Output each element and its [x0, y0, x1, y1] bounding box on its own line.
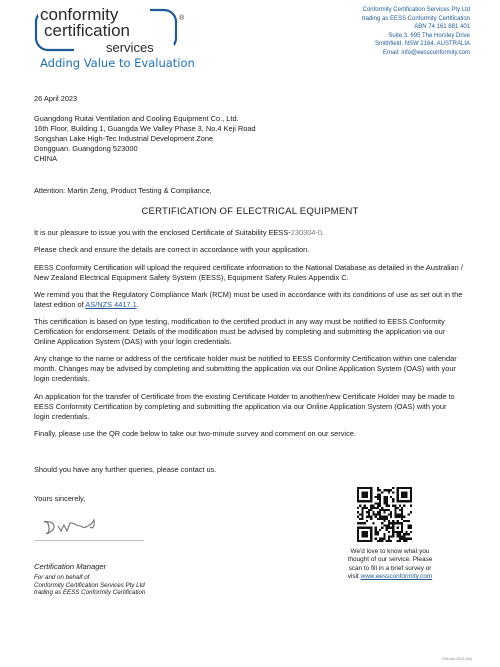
- paragraph-text: It is our pleasure to issue you with the enclosed Certificate of Suitability EESS-: [34, 228, 291, 237]
- abn: ABN 74 161 881 401: [414, 24, 470, 31]
- footer-code: S08.doc 2023-5(0): [442, 657, 472, 661]
- address-line-1: Suite 3, 695 The Horsley Drive: [388, 32, 470, 39]
- recipient-address: [34, 114, 394, 164]
- logo-line-3: services: [106, 40, 154, 55]
- paragraph-text: We remind you that the Regulatory Compliance Mark (RCM) must be used in accordance with its conditions of use as set out in the latest edition of: [34, 289, 463, 309]
- qr-caption-line: thought of our service. Please: [347, 556, 433, 564]
- certificate-number: 230304-0: [290, 228, 322, 237]
- conformity-certification-logo: [34, 6, 190, 56]
- signature-line: [34, 540, 144, 541]
- queries-line: Should you have any further queries, please contact us.: [34, 465, 217, 474]
- email-label: Email:: [382, 49, 400, 56]
- company-name: Conformity Certification Services Pty Ltd: [362, 7, 470, 13]
- recipient-line: Guangdong Ruitai Ventilation and Cooling Equipment Co., Ltd.: [34, 114, 239, 123]
- email-link[interactable]: info@eessconformity.com: [401, 49, 470, 56]
- logo-line-1: conformity: [40, 6, 119, 24]
- registered-mark-icon: ®: [179, 15, 185, 22]
- tagline: Adding Value to Evaluation: [40, 56, 195, 70]
- paragraph-check-details: Please check and ensure the details are correct in accordance with your application.: [34, 245, 310, 255]
- company-details: [250, 6, 470, 58]
- behalf-line: trading as EESS Conformity Certification: [34, 589, 146, 597]
- recipient-line: CHINA: [34, 154, 57, 163]
- paragraph-text: .: [136, 299, 139, 309]
- behalf-line: Conformity Certification Services Pty Ltd: [34, 581, 145, 589]
- qr-caption-line: scan to fill in a brief survey or: [348, 564, 432, 572]
- on-behalf-of: [34, 574, 214, 597]
- visit-text: visit: [347, 573, 361, 581]
- paragraph-rcm: [34, 290, 464, 310]
- recipient-line: Dongguan. Guangdong 523000: [34, 144, 138, 153]
- letter-title: CERTIFICATION OF ELECTRICAL EQUIPMENT: [141, 206, 359, 217]
- paragraph-modification: This certification is based on type testing, modification to the certified product in any way must be notified to EESS Conformity Certification for endorsement. Details of the modification must be advised by completing and submitting the application via our Online Application System (OAS) with your login credentials.: [34, 317, 446, 347]
- email-row: [250, 49, 470, 58]
- website-link[interactable]: www.eessconformity.com: [360, 573, 433, 581]
- survey-qr-code[interactable]: [357, 487, 412, 542]
- paragraph-database: EESS Conformity Certification will upload the required certificate information to the National Database as detailed in the Australian / New Zealand Electrical Equipment Safety System (EESS), Equipment Safety Rules Appendix C.: [34, 262, 463, 282]
- paragraph-transfer: An application for the transfer of Certificate from the existing Certificate Holder to another/new Certificate Holder may be made to EESS Conformity Certification by completing and submitting the application via our Online Application System (OAS) with your login credentials.: [34, 391, 455, 421]
- recipient-line: Songshan Lake High-Tec Industrial Development Zone: [34, 134, 214, 143]
- paragraph-text: .: [321, 228, 325, 237]
- signature-image: [38, 514, 108, 540]
- letter-body: [34, 228, 464, 446]
- standard-link[interactable]: AS/NZS 4417.1: [85, 299, 137, 309]
- qr-caption-line: We'd love to know what you: [350, 548, 430, 555]
- qr-caption-line: [340, 573, 440, 581]
- closing: Yours sincerely,: [34, 494, 86, 503]
- signatory-role: Certification Manager: [34, 562, 107, 571]
- address-line-2: Smithfield, NSW 2164, AUSTRALIA: [374, 41, 470, 48]
- paragraph-survey: Finally, please use the QR code below to take our two-minute survey and comment on our service.: [34, 429, 356, 439]
- paragraph-change-holder: Any change to the name or address of the certificate holder must be notified to EESS Conformity Certification within one calendar month. Changes may be advised by completing and submitting the application via our Online Application System (OAS) with your login credentials.: [34, 354, 457, 384]
- qr-caption: [340, 548, 440, 582]
- behalf-line: For and on behalf of: [34, 574, 90, 581]
- letter-date: 26 April 2023: [34, 94, 78, 103]
- recipient-line: 16th Floor, Building 1, Guangda We Valley Phase 3, No.4 Keji Road: [34, 124, 256, 133]
- paragraph-certificate: [34, 228, 464, 238]
- trading-as: trading as EESS Conformity Certification: [361, 15, 470, 22]
- attention-line: Attention: Martin Zeng, Product Testing & Compliance,: [34, 186, 212, 195]
- logo-line-2: certification: [44, 21, 130, 40]
